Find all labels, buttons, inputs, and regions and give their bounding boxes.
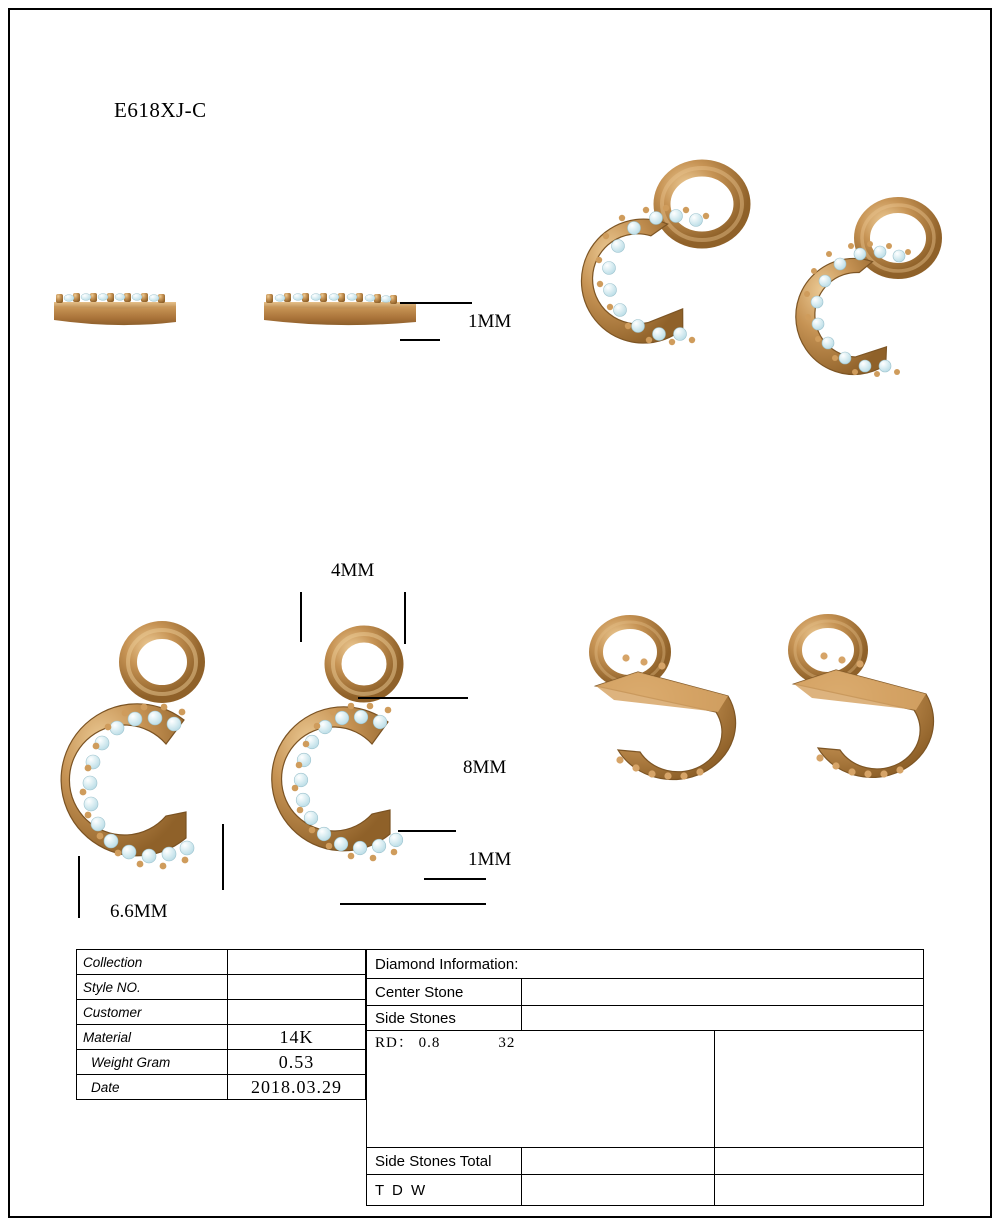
spec-label-weight-gram: Weight Gram (77, 1050, 228, 1075)
side-stones-value[interactable] (522, 1006, 924, 1031)
rd-count: 32 (498, 1035, 516, 1051)
rd-spec-cell[interactable] (367, 1031, 715, 1148)
leader-bottom-thickness-upper (398, 830, 456, 832)
table-row (367, 979, 924, 1006)
table-row (367, 1175, 924, 1206)
back-view-1 (578, 600, 778, 820)
tdw-value[interactable] (522, 1175, 715, 1206)
spec-table (76, 949, 366, 1100)
leader-width-right (222, 824, 224, 890)
dimension-height: 8MM (463, 757, 507, 778)
table-row (77, 1000, 366, 1025)
perspective-view-2 (768, 190, 968, 410)
spec-label-material: Material (77, 1025, 228, 1050)
tdw-label: T D W (367, 1175, 522, 1206)
leader-top-thickness-upper (400, 302, 472, 304)
rd-extra-cell[interactable] (714, 1031, 923, 1148)
table-row (77, 1025, 366, 1050)
dimension-bottom-thickness: 1MM (468, 849, 512, 870)
dimension-top-thickness: 1MM (468, 311, 512, 332)
table-row (367, 1031, 924, 1148)
center-stone-main-label: Center (375, 983, 421, 1001)
diamond-info-heading: Diamond Information: (367, 950, 924, 979)
center-stone-sub-label: Stone (424, 983, 464, 1001)
diamond-information-table (366, 949, 924, 1206)
spec-value-collection[interactable] (228, 950, 366, 975)
leader-bail-left (300, 592, 302, 642)
table-row (77, 1075, 366, 1100)
tdw-value-2[interactable] (714, 1175, 923, 1206)
spec-value-weight-gram[interactable]: 0.53 (228, 1050, 366, 1075)
spec-label-customer: Customer (77, 1000, 228, 1025)
table-row (77, 950, 366, 975)
spec-label-collection: Collection (77, 950, 228, 975)
dimension-width: 6.6MM (110, 901, 168, 922)
side-stones-total-value[interactable] (522, 1148, 715, 1175)
perspective-view-1 (556, 150, 776, 380)
table-row (367, 1148, 924, 1175)
table-row (367, 950, 924, 979)
table-row (77, 1050, 366, 1075)
spec-value-material[interactable]: 14K (228, 1025, 366, 1050)
center-stone-value[interactable] (522, 979, 924, 1006)
spec-value-customer[interactable] (228, 1000, 366, 1025)
leader-height-upper (358, 697, 468, 699)
leader-bottom-thickness-mid (424, 878, 486, 880)
back-view-2 (778, 596, 978, 816)
spec-value-style-no[interactable] (228, 975, 366, 1000)
side-stones-label: Side Stones (367, 1006, 522, 1031)
center-stone-label (367, 979, 522, 1006)
front-view-dimensioned (268, 606, 468, 916)
spec-value-date[interactable]: 2018.03.29 (228, 1075, 366, 1100)
spec-label-date: Date (77, 1075, 228, 1100)
dimension-bail-width: 4MM (331, 560, 375, 581)
side-stones-total-label: Side Stones Total (367, 1148, 522, 1175)
spec-label-style-no: Style NO. (77, 975, 228, 1000)
table-row (367, 1006, 924, 1031)
profile-view-left (48, 282, 238, 342)
front-view-left (50, 600, 250, 920)
rd-label: RD： 0.8 (375, 1035, 441, 1051)
page-title: E618XJ-C (114, 98, 207, 122)
profile-view-right (258, 282, 448, 342)
table-row (77, 975, 366, 1000)
leader-width-left (78, 856, 80, 918)
leader-top-thickness-lower (400, 339, 440, 341)
side-stones-total-value-2[interactable] (714, 1148, 923, 1175)
leader-bail-right (404, 592, 406, 644)
leader-bottom-thickness-lower (340, 903, 486, 905)
